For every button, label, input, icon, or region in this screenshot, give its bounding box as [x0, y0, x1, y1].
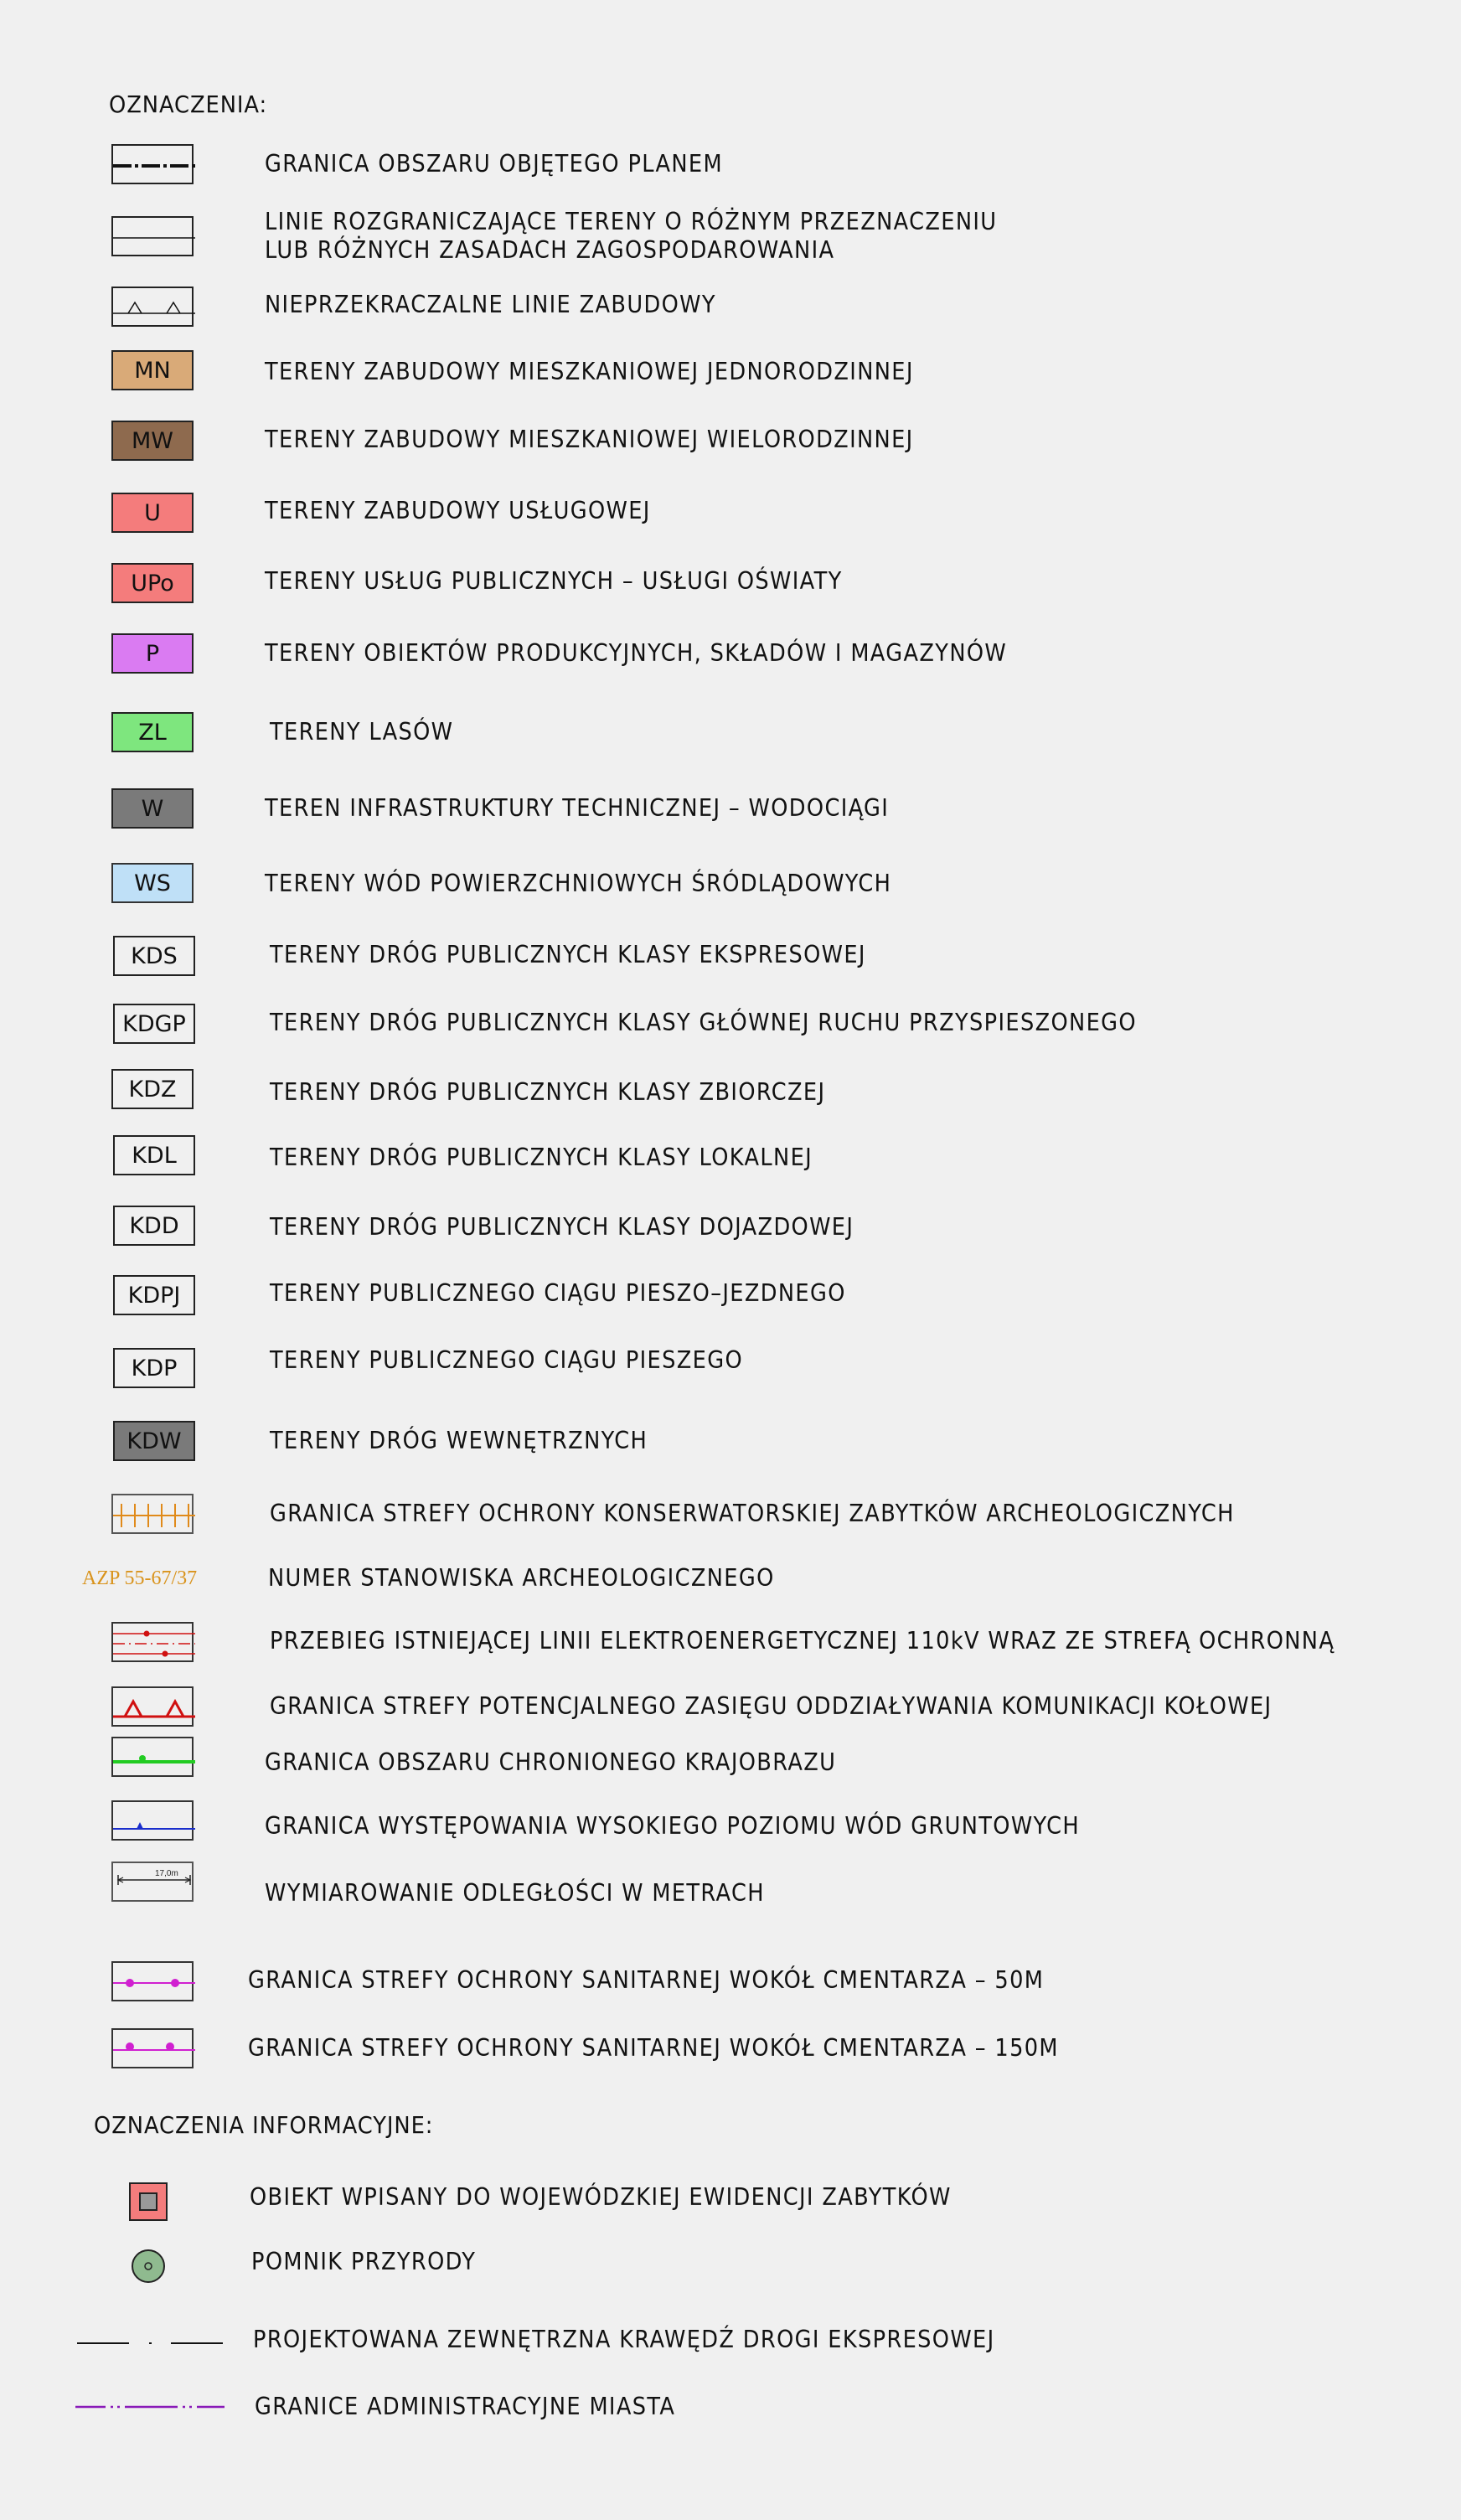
zone-code-box	[111, 563, 194, 603]
archeo-zone-symbol	[111, 1494, 194, 1534]
info-legend-label: OBIEKT WPISANY DO WOJEWÓDZKIEJ EWIDENCJI ZABYTKÓW	[250, 2183, 952, 2211]
legend-label: TERENY ZABUDOWY MIESZKANIOWEJ WIELORODZINNEJ	[265, 426, 914, 453]
legend-label: GRANICA STREFY POTENCJALNEGO ZASIĘGU ODDZIAŁYWANIA KOMUNIKACJI KOŁOWEJ	[270, 1692, 1273, 1720]
zone-code: U	[144, 499, 161, 526]
info-legend-label: GRANICE ADMINISTRACYJNE MIASTA	[255, 2393, 676, 2420]
road-code: KDGP	[122, 1010, 186, 1037]
archeo-site-number: AZP 55-67/37	[82, 1567, 198, 1589]
legend-label: WYMIAROWANIE ODLEGŁOŚCI W METRACH	[265, 1879, 765, 1907]
zone-code: W	[141, 795, 164, 822]
road-code: KDL	[132, 1142, 177, 1169]
cemetery-150-symbol	[111, 2028, 194, 2068]
legend-label: TERENY DRÓG PUBLICZNYCH KLASY ZBIORCZEJ	[270, 1078, 826, 1106]
legend-label-line1: LINIE ROZGRANICZAJĄCE TERENY O RÓŻNYM PRZEZNACZENIU	[265, 208, 998, 235]
road-code: KDPJ	[127, 1282, 181, 1309]
legend-label: TERENY PUBLICZNEGO CIĄGU PIESZO–JEZDNEGO	[270, 1279, 846, 1307]
zone-code-box	[111, 788, 194, 829]
zone-code: MW	[132, 427, 173, 454]
road-code-box	[113, 1348, 195, 1388]
legend-label: GRANICA WYSTĘPOWANIA WYSOKIEGO POZIOMU WÓD GRUNTOWYCH	[265, 1812, 1081, 1840]
nature-monument-icon	[130, 2248, 167, 2285]
road-code-box	[113, 1206, 195, 1246]
legend-label: TERENY ZABUDOWY USŁUGOWEJ	[265, 497, 651, 524]
zone-code-box	[111, 493, 194, 533]
road-code-box	[113, 1004, 195, 1044]
dimension-symbol	[111, 1862, 194, 1902]
legend-label: TERENY OBIEKTÓW PRODUKCYJNYCH, SKŁADÓW I MAGAZYNÓW	[265, 639, 1008, 667]
legend-label: TERENY PUBLICZNEGO CIĄGU PIESZEGO	[270, 1346, 744, 1374]
dimension-value: 17,0m	[155, 1869, 178, 1878]
zone-code-box	[111, 712, 194, 752]
legend-label: GRANICA OBSZARU CHRONIONEGO KRAJOBRAZU	[265, 1748, 837, 1776]
zone-code: P	[145, 640, 160, 667]
legend-label	[265, 208, 997, 265]
legend-label: GRANICA STREFY OCHRONY KONSERWATORSKIEJ ZABYTKÓW ARCHEOLOGICZNYCH	[270, 1500, 1235, 1527]
road-code-box	[113, 936, 195, 976]
legend-label: TERENY LASÓW	[270, 718, 454, 746]
zone-code-box	[111, 350, 194, 390]
legend-label: TERENY DRÓG PUBLICZNYCH KLASY LOKALNEJ	[270, 1144, 813, 1171]
expressway-edge-symbol	[77, 2326, 226, 2351]
traffic-impact-symbol	[111, 1686, 194, 1727]
legend-label: NIEPRZEKRACZALNE LINIE ZABUDOWY	[265, 291, 716, 318]
info-legend-label: POMNIK PRZYRODY	[251, 2248, 477, 2275]
road-code: KDZ	[128, 1076, 177, 1102]
legend-label: PRZEBIEG ISTNIEJĄCEJ LINII ELEKTROENERGETYCZNEJ 110kV WRAZ ZE STREFĄ OCHRONNĄ	[270, 1627, 1335, 1655]
legend-label: TERENY DRÓG PUBLICZNYCH KLASY EKSPRESOWEJ	[270, 941, 866, 968]
legend-label: TEREN INFRASTRUKTURY TECHNICZNEJ – WODOCIĄGI	[265, 794, 890, 822]
legend-label: TERENY ZABUDOWY MIESZKANIOWEJ JEDNORODZINNEJ	[265, 358, 914, 385]
legend-label-line2: LUB RÓŻNYCH ZASADACH ZAGOSPODAROWANIA	[265, 236, 835, 264]
groundwater-symbol	[111, 1800, 194, 1841]
zone-code-box	[111, 633, 194, 674]
legend-label: NUMER STANOWISKA ARCHEOLOGICZNEGO	[268, 1564, 775, 1592]
road-code: KDD	[129, 1212, 179, 1239]
legend-label: TERENY DRÓG PUBLICZNYCH KLASY GŁÓWNEJ RUCHU PRZYSPIESZONEGO	[270, 1009, 1137, 1036]
landscape-symbol	[111, 1737, 194, 1777]
monument-register-icon	[128, 2182, 168, 2222]
legend-label: TERENY DRÓG PUBLICZNYCH KLASY DOJAZDOWEJ	[270, 1213, 854, 1241]
road-code: KDS	[131, 942, 178, 969]
plan-boundary-symbol	[111, 144, 194, 184]
legend-label: GRANICA STREFY OCHRONY SANITARNEJ WOKÓŁ CMENTARZA – 150M	[248, 2034, 1059, 2062]
zone-code-box	[111, 863, 194, 903]
zone-code-box	[111, 421, 194, 461]
legend-label: TERENY WÓD POWIERZCHNIOWYCH ŚRÓDLĄDOWYCH	[265, 870, 892, 897]
zone-code: UPo	[131, 570, 174, 596]
zone-code: ZL	[138, 719, 167, 746]
road-code-box	[113, 1135, 195, 1175]
dividing-lines-symbol	[111, 216, 194, 256]
legend-label: TERENY USŁUG PUBLICZNYCH – USŁUGI OŚWIATY	[265, 567, 843, 595]
info-legend-label: PROJEKTOWANA ZEWNĘTRZNA KRAWĘDŹ DROGI EKSPRESOWEJ	[253, 2326, 995, 2353]
building-line-symbol	[111, 287, 194, 327]
zone-code: WS	[134, 870, 171, 896]
city-limits-symbol	[75, 2393, 226, 2418]
road-code: KDW	[126, 1428, 182, 1454]
cemetery-50-symbol	[111, 1961, 194, 2001]
legend-heading: OZNACZENIA:	[109, 90, 268, 118]
road-code-box	[111, 1069, 194, 1109]
legend-label: TERENY DRÓG WEWNĘTRZNYCH	[270, 1427, 648, 1454]
road-code-box	[113, 1421, 195, 1461]
road-code: KDP	[131, 1355, 178, 1381]
legend-label: GRANICA STREFY OCHRONY SANITARNEJ WOKÓŁ CMENTARZA – 50M	[248, 1966, 1045, 1994]
info-legend-heading: OZNACZENIA INFORMACYJNE:	[94, 2111, 434, 2139]
zone-code: MN	[134, 357, 171, 384]
power-line-symbol	[111, 1622, 194, 1662]
legend-label: GRANICA OBSZARU OBJĘTEGO PLANEM	[265, 150, 723, 178]
road-code-box	[113, 1275, 195, 1315]
